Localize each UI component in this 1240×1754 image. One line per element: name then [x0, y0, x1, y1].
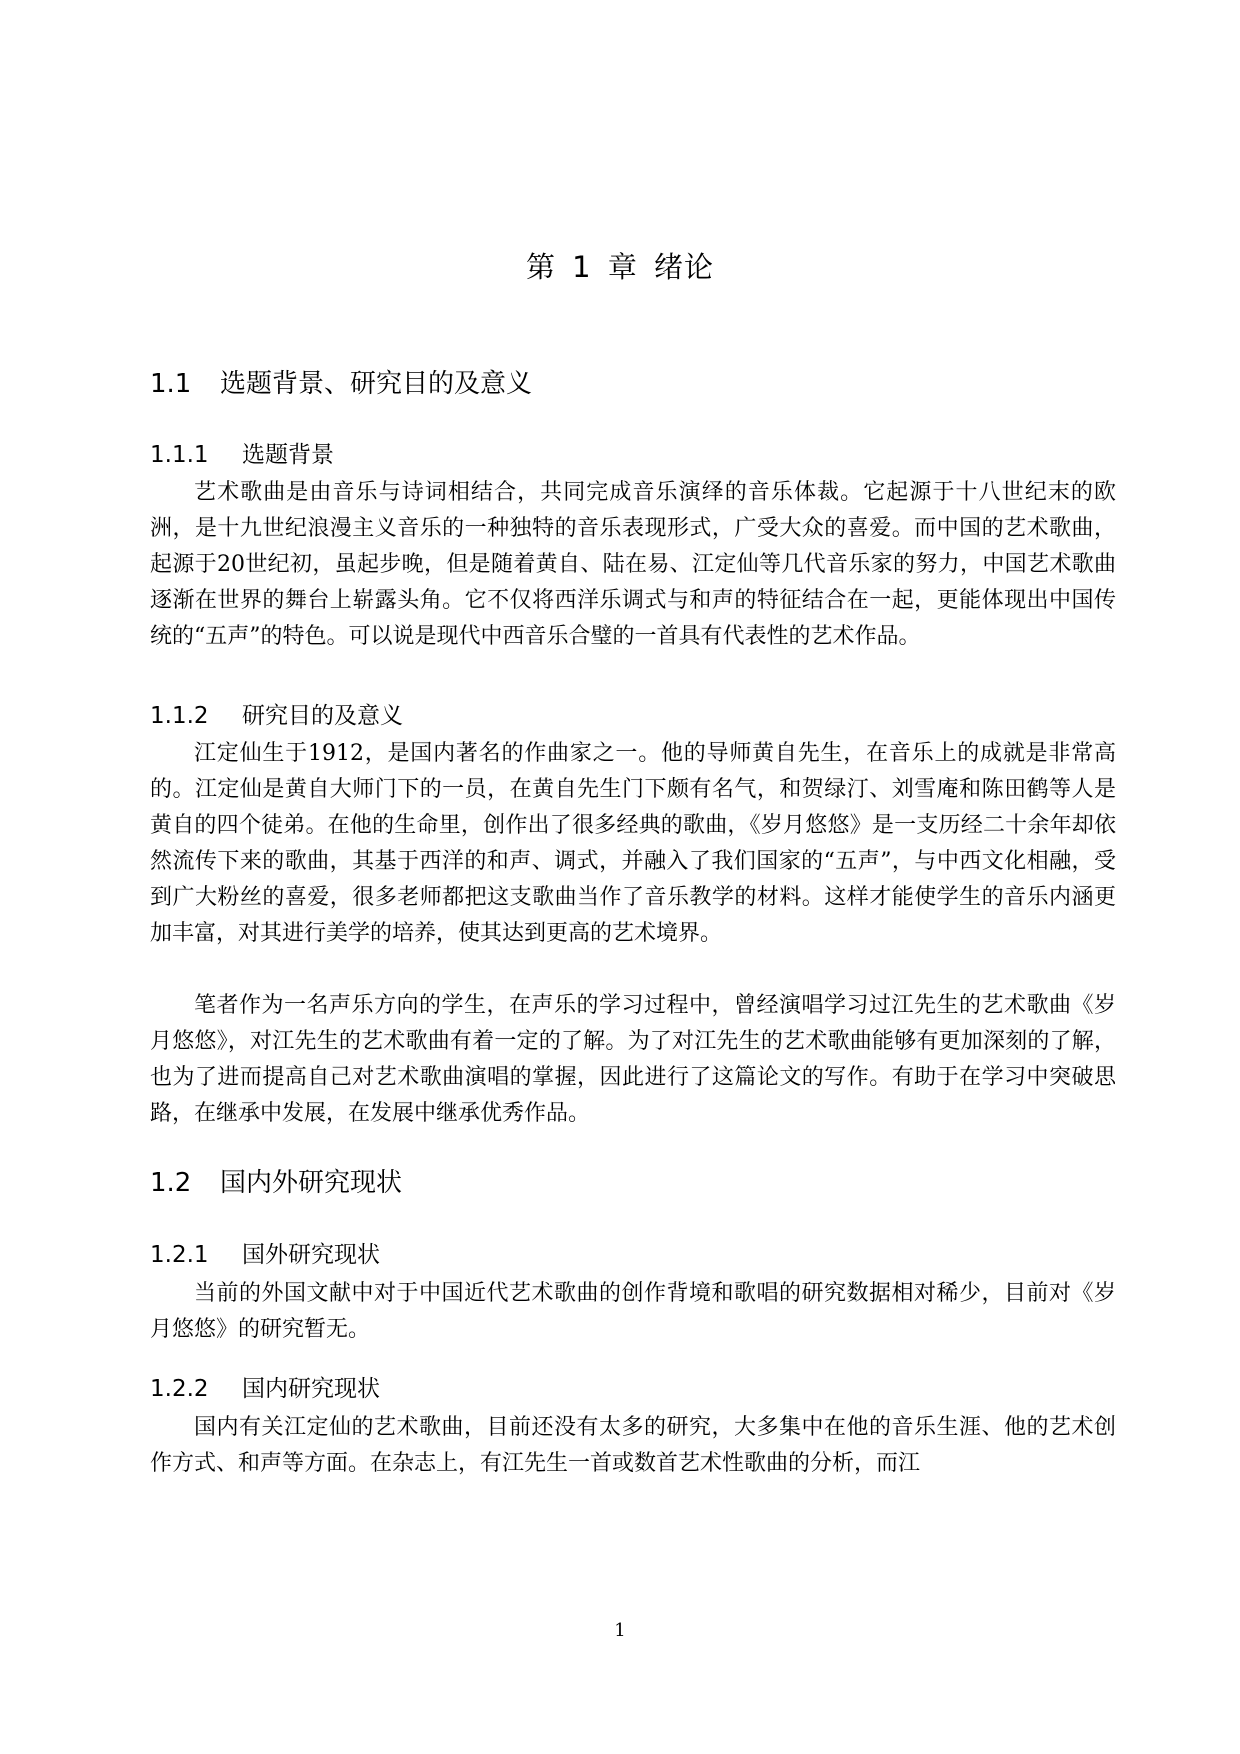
section-number: 1.1: [150, 369, 192, 399]
paragraph-purpose: 江定仙生于1912，是国内著名的作曲家之一。他的导师黄自先生，在音乐上的成就是非常高的。江定仙是黄自大师门下的一员，在黄自先生门下颇有名气，和贺绿汀、刘雪庵和陈田鹤等人是黄自的四个徒弟。在他的生命里，创作出了很多经典的歌曲，《岁月悠悠》是一支历经二十余年却依然流传下来的歌曲，其基于西洋的和声、调式，并融入了我们国家的“五声”，与中西文化相融，受到广大粉丝的喜爱，很多老师都把这支歌曲当作了音乐教学的材料。这样才能使学生的音乐内涵更加丰富，对其进行美学的培养，使其达到更高的艺术境界。: [150, 741, 1116, 946]
page-number: 1: [614, 1620, 626, 1641]
section-heading-1-2: [150, 1162, 402, 1199]
section-title: 选题背景、研究目的及意义: [220, 369, 533, 399]
section-number: 1.2: [150, 1168, 192, 1198]
paragraph-foreign-research: 当前的外国文献中对于中国近代艺术歌曲的创作背境和歌唱的研究数据相对稀少，目前对《岁月悠悠》的研究暂无。: [150, 1281, 1116, 1342]
paragraph-background: 艺术歌曲是由音乐与诗词相结合，共同完成音乐演绎的音乐体裁。它起源于十八世纪末的欧洲，是十九世纪浪漫主义音乐的一种独特的音乐表现形式，广受大众的喜爱。而中国的艺术歌曲，起源于20世纪初，虽起步晚，但是随着黄自、陆在易、江定仙等几代音乐家的努力，中国艺术歌曲逐渐在世界的舞台上崭露头角。它不仅将西洋乐调式与和声的特征结合在一起，更能体现出中国传统的“五声”的特色。可以说是现代中西音乐合璧的一首具有代表性的艺术作品。: [150, 480, 1116, 649]
section-title: 国内外研究现状: [220, 1168, 403, 1198]
subsection-heading-1-1-2: [150, 697, 403, 730]
subsection-number: 1.1.1: [150, 442, 209, 468]
section-heading-1-1: [150, 363, 532, 400]
subsection-number: 1.2.1: [150, 1242, 209, 1268]
subsection-number: 1.1.2: [150, 703, 209, 729]
subsection-heading-1-2-1: [150, 1236, 380, 1269]
subsection-title: 国内研究现状: [242, 1376, 380, 1402]
subsection-title: 研究目的及意义: [242, 703, 403, 729]
paragraph-purpose-2: 笔者作为一名声乐方向的学生，在声乐的学习过程中，曾经演唱学习过江先生的艺术歌曲《岁月悠悠》，对江先生的艺术歌曲有着一定的了解。为了对江先生的艺术歌曲能够有更加深刻的了解，也为了进而提高自己对艺术歌曲演唱的掌握，因此进行了这篇论文的写作。有助于在学习中突破思路，在继承中发展，在发展中继承优秀作品。: [150, 993, 1116, 1126]
paragraph-domestic-research: 国内有关江定仙的艺术歌曲，目前还没有太多的研究，大多集中在他的音乐生涯、他的艺术创作方式、和声等方面。在杂志上，有江先生一首或数首艺术性歌曲的分析，而江: [150, 1415, 1116, 1476]
subsection-title: 选题背景: [242, 442, 334, 468]
subsection-heading-1-2-2: [150, 1370, 380, 1403]
subsection-number: 1.2.2: [150, 1376, 209, 1402]
chapter-title: 第 1 章 绪论: [525, 250, 715, 284]
subsection-title: 国外研究现状: [242, 1242, 380, 1268]
subsection-heading-1-1-1: [150, 436, 334, 469]
